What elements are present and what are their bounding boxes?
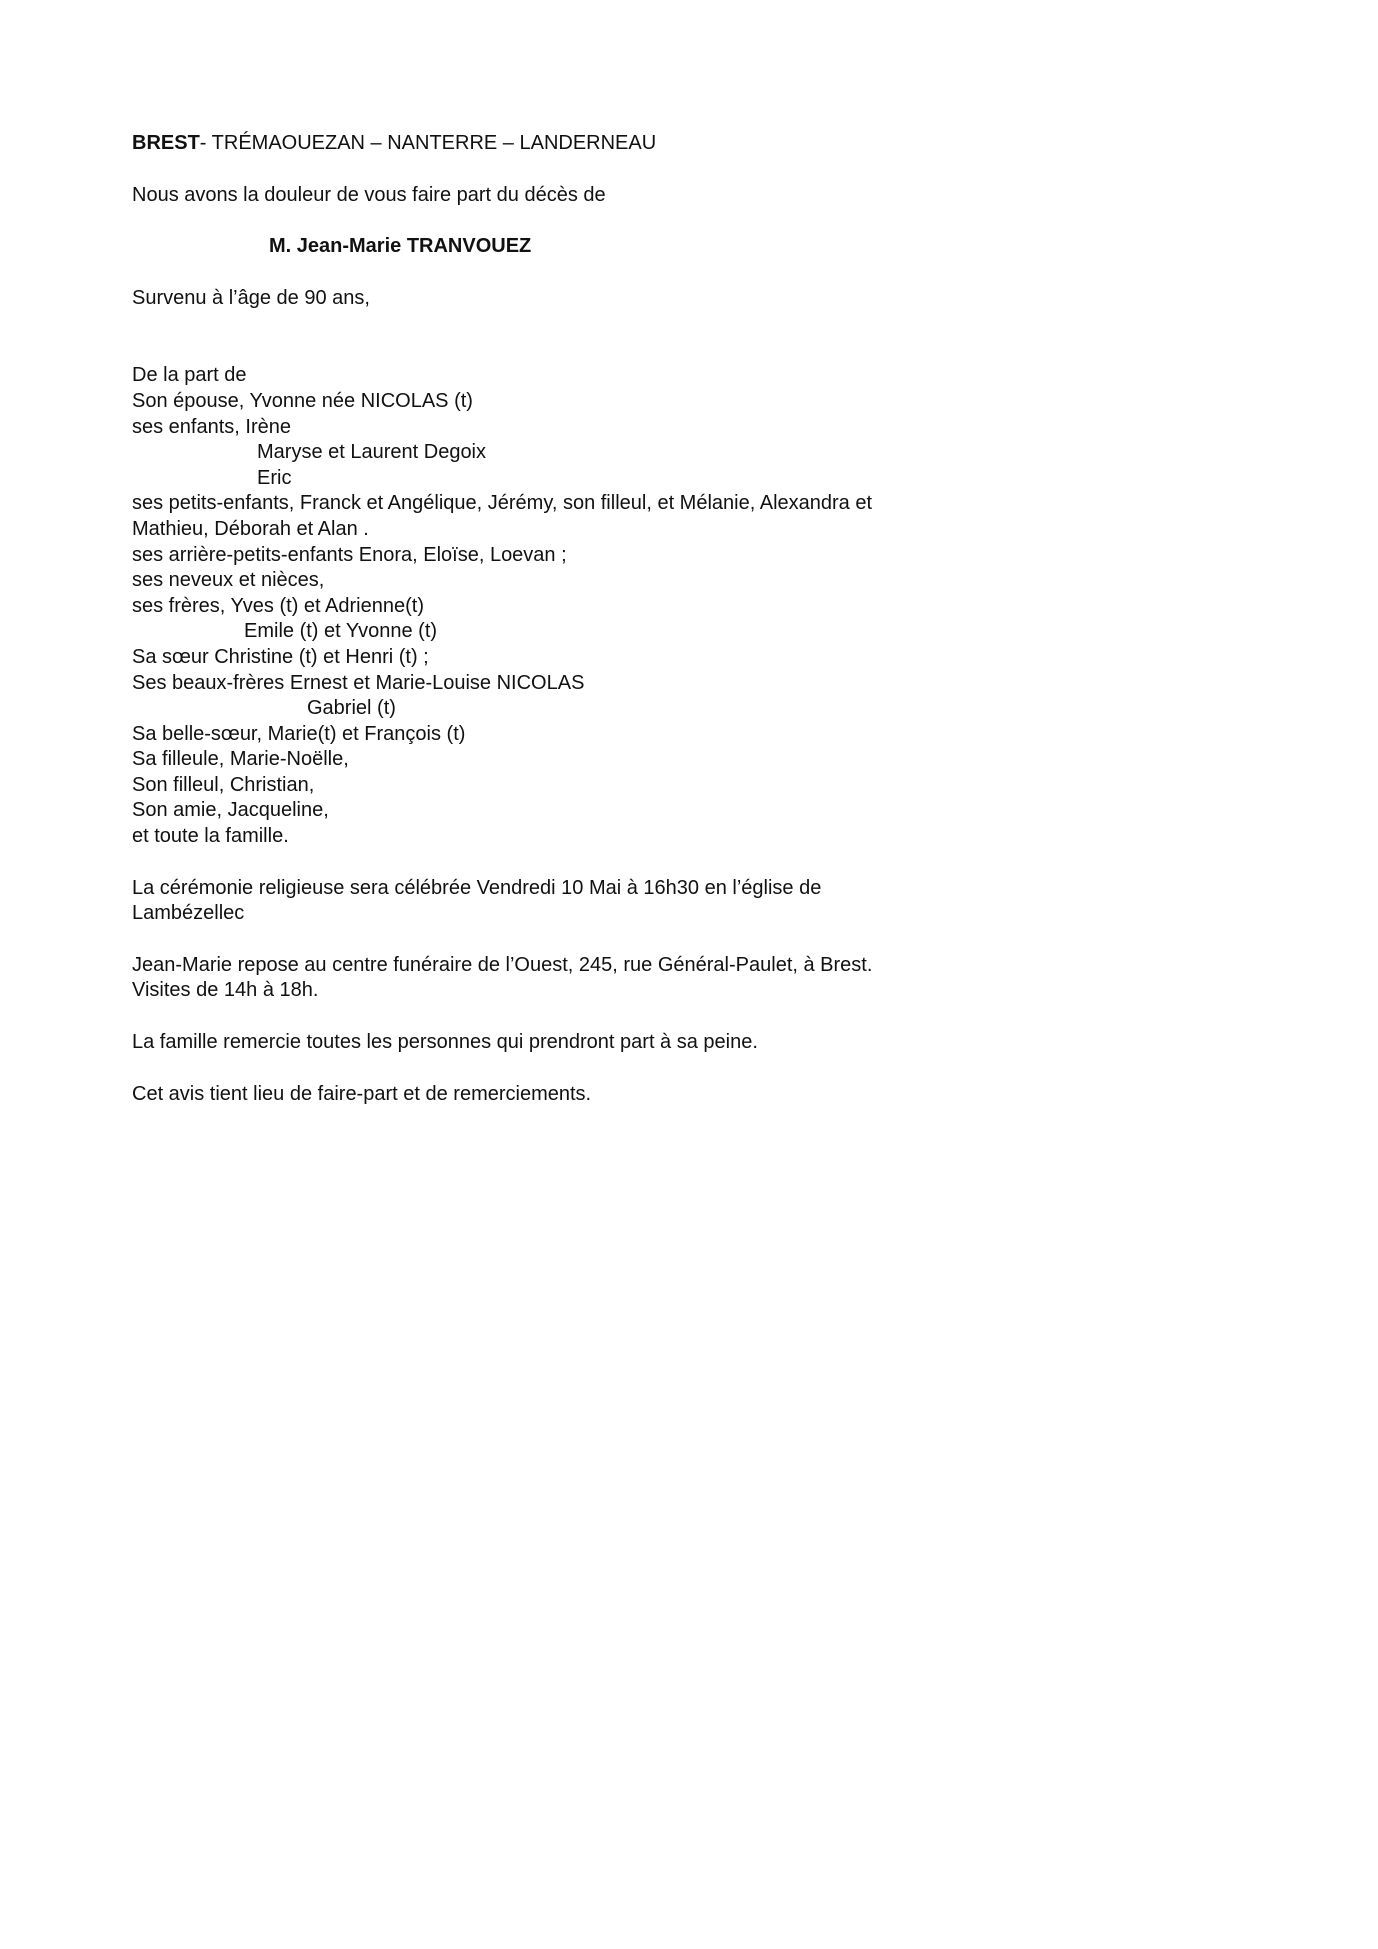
header-city-bold: BREST — [132, 132, 200, 154]
family-whole-family: et toute la famille. — [132, 825, 289, 848]
family-great-grandchildren: ses arrière-petits-enfants Enora, Eloïse, Loevan ; — [132, 543, 567, 566]
family-children-intro: ses enfants, Irène — [132, 415, 291, 438]
family-grandchildren-line-2: Mathieu, Déborah et Alan . — [132, 517, 369, 540]
thanks-text: La famille remercie toutes les personnes qui prendront part à sa peine. — [132, 1031, 758, 1054]
visitation-line-1: Jean-Marie repose au centre funéraire de l’Ouest, 245, rue Général-Paulet, à Brest. — [132, 953, 873, 976]
obituary-notice — [132, 131, 972, 1107]
locations-header — [132, 131, 972, 157]
visitation-line-2: Visites de 14h à 18h. — [132, 979, 319, 1002]
family-brothers: ses frères, Yves (t) et Adrienne(t) — [132, 594, 424, 617]
family-nephews: ses neveux et nièces, — [132, 569, 325, 592]
family-spouse: Son épouse, Yvonne née NICOLAS (t) — [132, 389, 473, 412]
family-brothers-in-law: Ses beaux-frères Ernest et Marie-Louise NICOLAS — [132, 671, 585, 694]
header-cities-rest: - TRÉMAOUEZAN – NANTERRE – LANDERNEAU — [199, 132, 657, 154]
family-grandchildren-line-1: ses petits-enfants, Franck et Angélique, Jérémy, son filleul, et Mélanie, Alexandra et — [132, 492, 873, 515]
family-child-line: Eric — [257, 466, 292, 489]
intro-text: Nous avons la douleur de vous faire part du décès de — [132, 183, 606, 206]
family-goddaughter: Sa filleule, Marie-Noëlle, — [132, 748, 349, 771]
family-godson: Son filleul, Christian, — [132, 773, 315, 796]
family-friend: Son amie, Jacqueline, — [132, 799, 329, 822]
family-sister: Sa sœur Christine (t) et Henri (t) ; — [132, 645, 429, 668]
family-child-line: Maryse et Laurent Degoix — [257, 441, 487, 464]
family-sister-in-law: Sa belle-sœur, Marie(t) et François (t) — [132, 722, 466, 745]
family-brothers-in-law-more: Gabriel (t) — [307, 697, 396, 720]
age-line: Survenu à l’âge de 90 ans, — [132, 286, 370, 309]
ceremony-line-2: Lambézellec — [132, 902, 245, 925]
family-brothers-more: Emile (t) et Yvonne (t) — [244, 620, 438, 643]
deceased-name: M. Jean-Marie TRANVOUEZ — [269, 235, 532, 258]
ceremony-line-1: La cérémonie religieuse sera célébrée Vendredi 10 Mai à 16h30 en l’église de — [132, 876, 822, 899]
closing-text: Cet avis tient lieu de faire-part et de remerciements. — [132, 1082, 592, 1105]
family-from-line: De la part de — [132, 364, 247, 387]
